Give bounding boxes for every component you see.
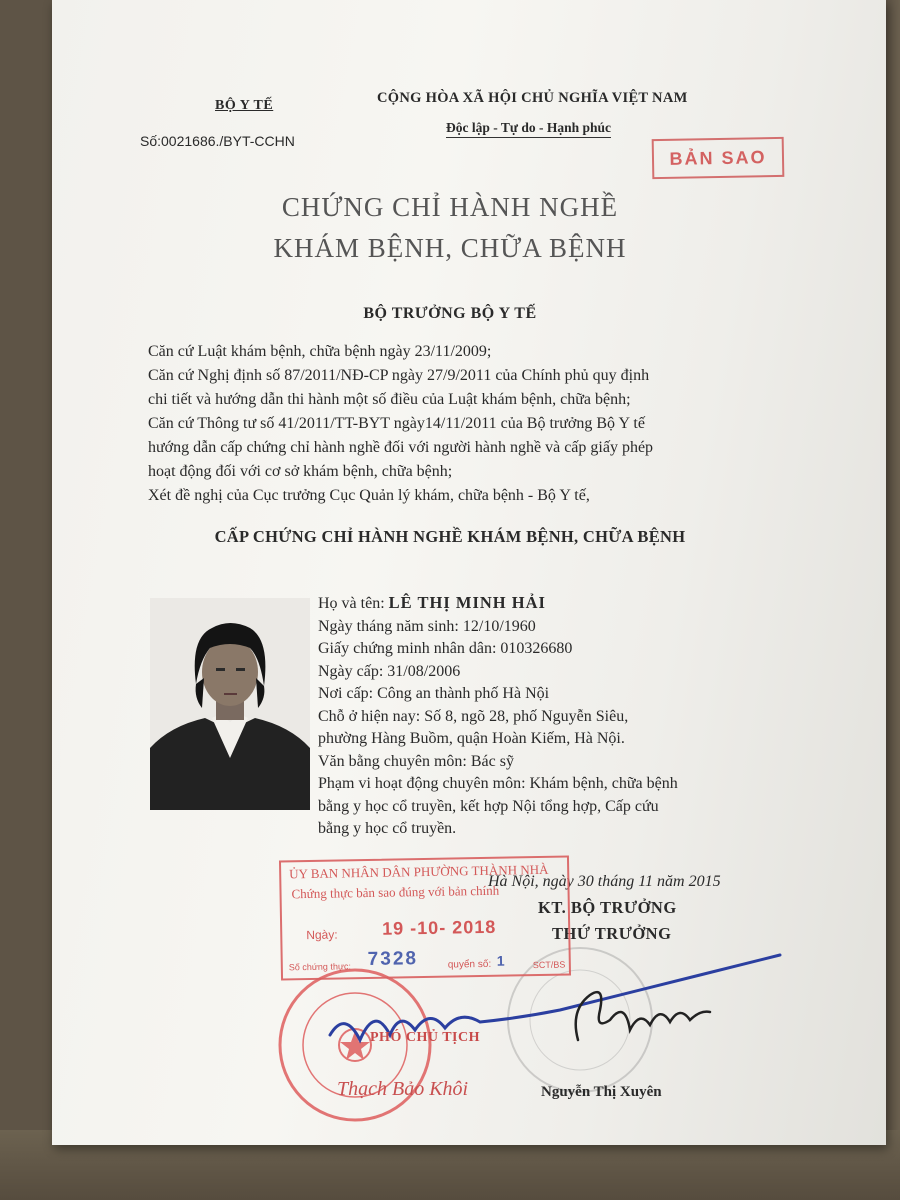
- legal-line: hoạt động đối với cơ sở khám bệnh, chữa bệnh;: [148, 463, 453, 480]
- certification-stamp-text: Chứng thực bản sao đúng với bản chính: [291, 882, 500, 902]
- legal-line: Căn cứ Nghị định số 87/2011/NĐ-CP ngày 27/9/2011 của Chính phủ quy định: [148, 367, 650, 384]
- certificate-number: Số:0021686./BYT-CCHN: [140, 133, 295, 149]
- legal-line: Căn cứ Luật khám bệnh, chữa bệnh ngày 23/11/2009;: [148, 343, 492, 360]
- minister-signature: [576, 992, 710, 1040]
- holder-name-label: Họ và tên:: [318, 595, 389, 612]
- signer-title-1: KT. BỘ TRƯỞNG: [538, 898, 677, 917]
- certification-stamp-authority: ỦY BAN NHÂN DÂN PHƯỜNG THÀNH NHÀ: [289, 861, 549, 882]
- legal-line: Xét đề nghị của Cục trưởng Cục Quản lý khám, chữa bệnh - Bộ Y tế,: [148, 487, 590, 504]
- certification-number: 7328: [367, 948, 419, 971]
- legal-line: hướng dẫn cấp chứng chỉ hành nghề đối với người hành nghề và cấp giấy phép: [148, 439, 654, 456]
- holder-scope: Phạm vi hoạt động chuyên môn: Khám bệnh, chữa bệnh: [318, 775, 678, 792]
- issue-date-line: Hà Nội, ngày 30 tháng 11 năm 2015: [488, 873, 721, 890]
- vice-chair-title: PHÓ CHỦ TỊCH: [370, 1030, 480, 1045]
- holder-issue-date: Ngày cấp: 31/08/2006: [318, 662, 461, 680]
- certification-number-label: Số chứng thực:: [288, 961, 352, 973]
- holder-scope-cont: bằng y học cổ truyền.: [318, 820, 457, 837]
- certification-stamp: [279, 855, 571, 980]
- grant-heading: CẤP CHỨNG CHỈ HÀNH NGHỀ KHÁM BỆNH, CHỮA BỆNH: [214, 527, 686, 546]
- holder-address-cont: phường Hàng Buồm, quận Hoàn Kiếm, Hà Nội.: [318, 730, 625, 747]
- certification-book-label: quyển số:: [447, 958, 492, 971]
- certification-date: 19 -10- 2018: [382, 916, 497, 939]
- republic-name: CỘNG HÒA XÃ HỘI CHỦ NGHĨA VIỆT NAM: [377, 90, 688, 106]
- document-title-line1: CHỨNG CHỈ HÀNH NGHỀ: [281, 192, 619, 222]
- certification-date-label: Ngày:: [306, 927, 338, 943]
- issuer-heading: BỘ TRƯỞNG BỘ Y TẾ: [363, 305, 537, 322]
- copy-stamp: BẢN SAO: [652, 137, 785, 179]
- document-title-line2: KHÁM BỆNH, CHỮA BỆNH: [273, 233, 627, 263]
- holder-degree: Văn bằng chuyên môn: Bác sỹ: [318, 752, 514, 770]
- holder-id-card: Giấy chứng minh nhân dân: 010326680: [318, 640, 573, 657]
- holder-name: LÊ THỊ MINH HẢI: [388, 593, 546, 612]
- signer-name: Nguyễn Thị Xuyên: [541, 1084, 662, 1100]
- holder-address: Chỗ ở hiện nay: Số 8, ngõ 28, phố Nguyễn Siêu,: [318, 707, 629, 725]
- ministry-name: BỘ Y TẾ: [215, 98, 274, 113]
- signer-title-2: THỨ TRƯỞNG: [552, 924, 672, 943]
- holder-scope-cont: bằng y học cổ truyền, kết hợp Nội tổng hợp, Cấp cứu: [318, 797, 659, 815]
- certification-book-code: SCT/BS: [532, 959, 566, 971]
- vice-chair-name: Thạch Bảo Khôi: [337, 1078, 469, 1100]
- national-motto: Độc lập - Tự do - Hạnh phúc: [446, 120, 611, 138]
- legal-line: Căn cứ Thông tư số 41/2011/TT-BYT ngày14/11/2011 của Bộ trưởng Bộ Y tế: [148, 415, 645, 432]
- holder-issue-place: Nơi cấp: Công an thành phố Hà Nội: [318, 685, 550, 702]
- certification-book: 1: [496, 952, 505, 969]
- holder-dob: Ngày tháng năm sinh: 12/10/1960: [318, 617, 536, 635]
- legal-line: chi tiết và hướng dẫn thi hành một số điều của Luật khám bệnh, chữa bệnh;: [148, 391, 631, 408]
